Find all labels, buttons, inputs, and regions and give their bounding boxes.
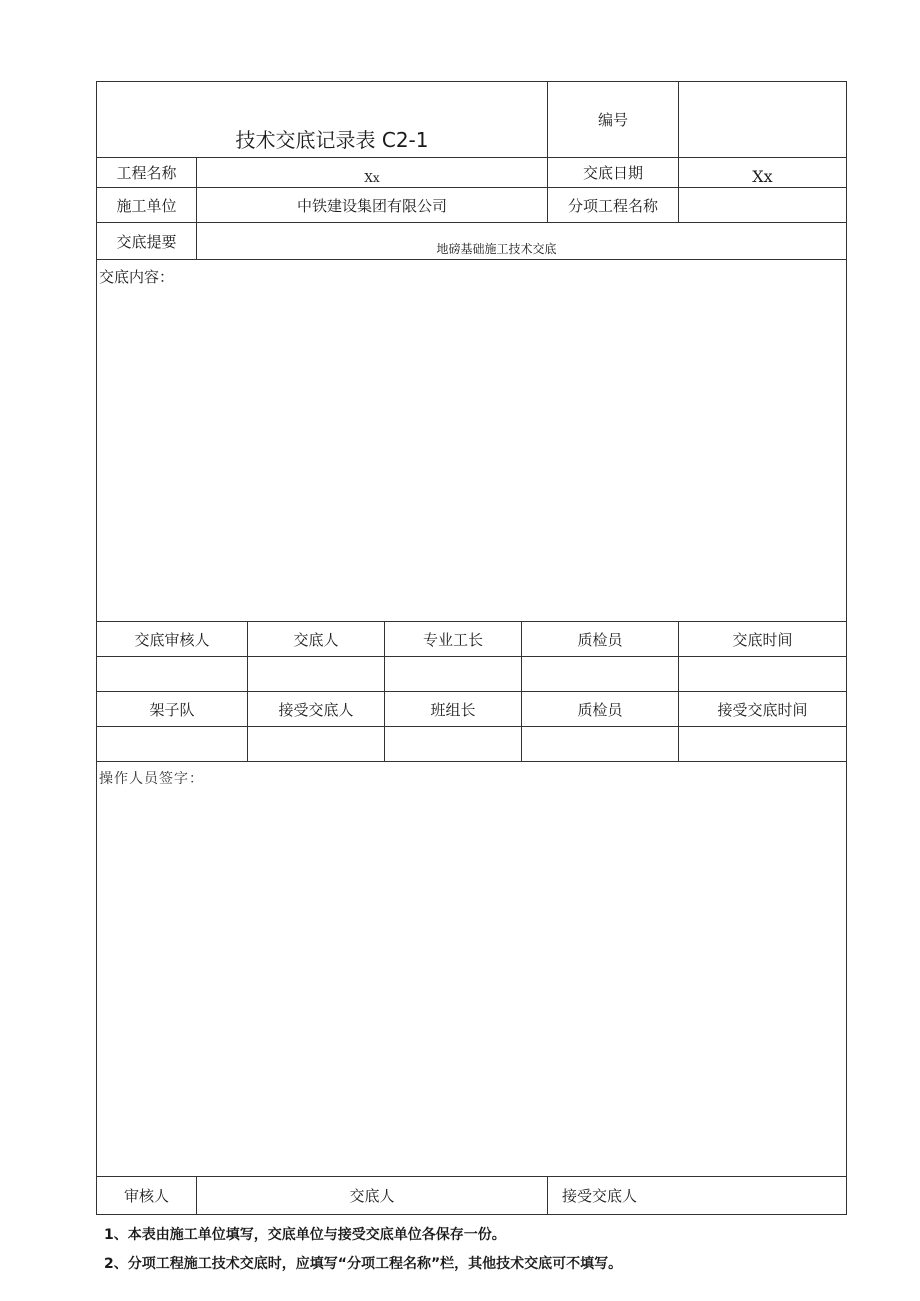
- role-cell-foreman[interactable]: [385, 657, 522, 692]
- roles-table: [96, 621, 847, 762]
- role-cell-receive-time[interactable]: [679, 727, 847, 762]
- reviewer-label: 审核人: [97, 1177, 197, 1215]
- project-name-label: 工程名称: [97, 158, 197, 188]
- number-value[interactable]: [679, 82, 847, 158]
- number-label: 编号: [548, 82, 679, 158]
- role-header-foreman: 专业工长: [385, 622, 522, 657]
- role-header-receive-time: 接受交底时间: [679, 692, 847, 727]
- sub-project-label: 分项工程名称: [548, 188, 679, 223]
- briefing-content-label: 交底内容：: [99, 268, 175, 286]
- briefing-content-box[interactable]: [97, 260, 847, 622]
- note-item: 2、分项工程施工技术交底时，应填写“分项工程名称”栏，其他技术交底可不填写。: [104, 1256, 623, 1272]
- role-cell-inspector[interactable]: [522, 657, 679, 692]
- role-cell-receiver[interactable]: [248, 727, 385, 762]
- signature-table: [96, 761, 847, 1215]
- form-notes: [96, 1221, 846, 1279]
- unit-value[interactable]: 中铁建设集团有限公司: [197, 188, 548, 223]
- presenter-label: 交底人: [197, 1177, 548, 1215]
- role-header-presenter: 交底人: [248, 622, 385, 657]
- operator-signature-box[interactable]: [97, 762, 847, 1177]
- role-cell-group-leader[interactable]: [385, 727, 522, 762]
- operator-signature-label: 操作人员签字：: [99, 771, 204, 787]
- receiver-label: 接受交底人: [548, 1177, 847, 1215]
- role-header-inspector: 质检员: [522, 622, 679, 657]
- role-cell-team[interactable]: [97, 727, 248, 762]
- role-cell-time[interactable]: [679, 657, 847, 692]
- role-cell-reviewer[interactable]: [97, 657, 248, 692]
- role-cell-presenter[interactable]: [248, 657, 385, 692]
- role-header-group-leader: 班组长: [385, 692, 522, 727]
- role-header-reviewer: 交底审核人: [97, 622, 248, 657]
- tech-briefing-form: [96, 81, 846, 1279]
- role-cell-inspector-2[interactable]: [522, 727, 679, 762]
- unit-label: 施工单位: [97, 188, 197, 223]
- form-table-top: [96, 81, 847, 622]
- summary-label: 交底提要: [97, 223, 197, 260]
- role-header-time: 交底时间: [679, 622, 847, 657]
- date-label: 交底日期: [548, 158, 679, 188]
- sub-project-value[interactable]: [679, 188, 847, 223]
- summary-value[interactable]: 地磅基础施工技术交底: [197, 223, 847, 260]
- form-title: 技术交底记录表 C2-1: [97, 82, 548, 158]
- date-value[interactable]: Xx: [679, 158, 847, 188]
- role-header-inspector-2: 质检员: [522, 692, 679, 727]
- note-item: 1、本表由施工单位填写，交底单位与接受交底单位各保存一份。: [104, 1227, 506, 1243]
- role-header-team: 架子队: [97, 692, 248, 727]
- role-header-receiver: 接受交底人: [248, 692, 385, 727]
- project-name-value[interactable]: Xx: [197, 158, 548, 188]
